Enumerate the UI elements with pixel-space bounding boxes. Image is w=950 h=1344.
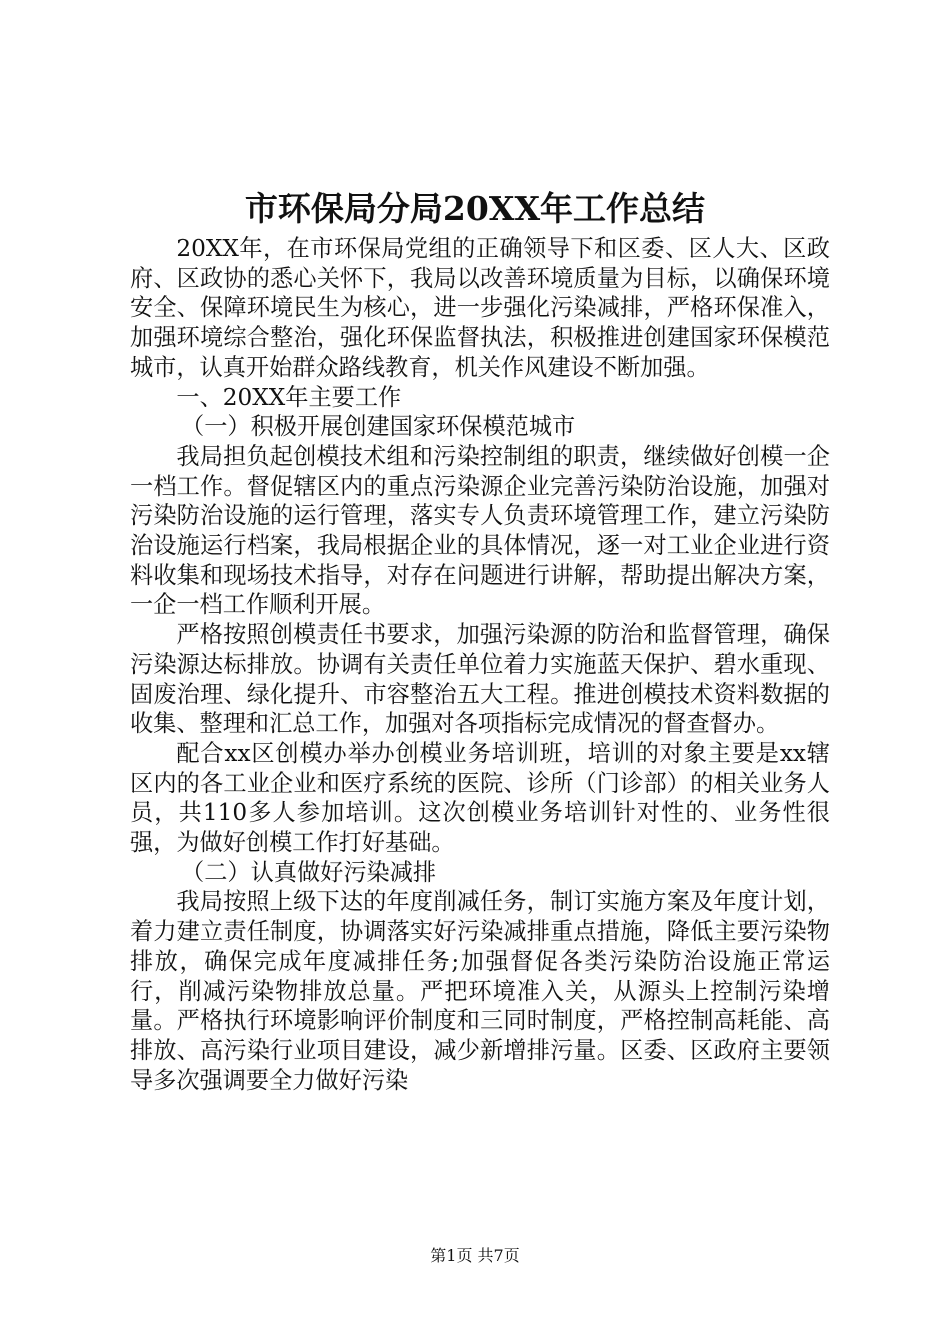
intro-paragraph: 20XX年，在市环保局党组的正确领导下和区委、区人大、区政府、区政协的悉心关怀下，我局以改善环境质量为目标，以确保环境安全、保障环境民生为核心，进一步强化污染减排，严格环保准入，加强环境综合整治，强化环保监督执法，积极推进创建国家环保模范城市，认真开始群众路线教育，机关作风建设不断加强。 <box>130 235 830 381</box>
body-paragraph: 配合xx区创模办举办创模业务培训班，培训的对象主要是xx辖区内的各工业企业和医疗系统的医院、诊所（门诊部）的相关业务人员，共110多人参加培训。这次创模业务培训针对性的、业务性很强，为做好创模工作打好基础。 <box>130 739 830 857</box>
document-body <box>130 234 830 1095</box>
body-paragraph: 我局按照上级下达的年度削减任务，制订实施方案及年度计划，着力建立责任制度，协调落实好污染减排重点措施，降低主要污染物排放，确保完成年度减排任务;加强督促各类污染防治设施正常运行，削减污染物排放总量。严把环境准入关，从源头上控制污染增量。严格执行环境影响评价制度和三同时制度，严格控制高耗能、高排放、高污染行业项目建设，减少新增排污量。区委、区政府主要领导多次强调要全力做好污染 <box>130 888 830 1094</box>
body-paragraph: 严格按照创模责任书要求，加强污染源的防治和监督管理，确保污染源达标排放。协调有关责任单位着力实施蓝天保护、碧水重现、固废治理、绿化提升、市容整治五大工程。推进创模技术资料数据的收集、整理和汇总工作，加强对各项指标完成情况的督查督办。 <box>130 621 830 738</box>
subsection-heading-model-city: （一）积极开展创建国家环保模范城市 <box>181 413 576 441</box>
subsection-heading-emission-reduction: （二）认真做好污染减排 <box>181 858 437 886</box>
page-number-footer: 第1页 共7页 <box>430 1246 520 1265</box>
document-title: 市环保局分局20XX年工作总结 <box>244 189 706 228</box>
body-paragraph: 我局担负起创模技术组和污染控制组的职责，继续做好创模一企一档工作。督促辖区内的重点污染源企业完善污染防治设施，加强对污染防治设施的运行管理，落实专人负责环境管理工作，建立污染防治设施运行档案，我局根据企业的具体情况，逐一对工业企业进行资料收集和现场技术指导，对存在问题进行讲解，帮助提出解决方案，一企一档工作顺利开展。 <box>130 442 830 619</box>
section-heading-main-work: 一、20XX年主要工作 <box>176 383 402 411</box>
